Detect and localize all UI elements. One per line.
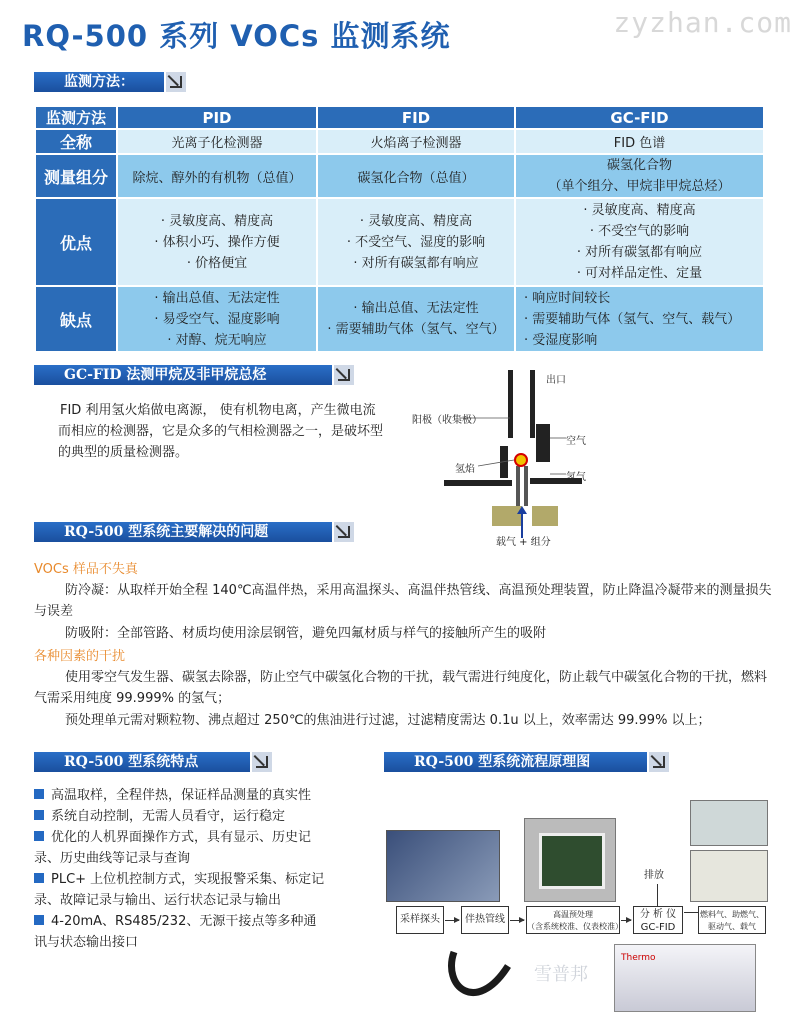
box-line: 分 析 仪 (639, 909, 677, 920)
gas-feed-line (684, 912, 698, 913)
image-watermark: 雪普邦 (534, 964, 588, 985)
section-title: GC-FID 法测甲烷及非甲烷总烃 (64, 367, 267, 383)
cell-line: · 不受空气、湿度的影响 (346, 234, 486, 250)
table-cell: 火焰离子检测器 (317, 129, 515, 154)
corner-arrow-icon (647, 752, 669, 772)
row-label: 测量组分 (35, 154, 117, 198)
collector-left-wall (508, 370, 513, 438)
label-flame: 氢焰 (455, 464, 475, 475)
corner-arrow-icon (332, 522, 354, 542)
bullet-square-icon (34, 789, 44, 799)
table-cell (317, 198, 515, 286)
cell-line: · 易受空气、湿度影响 (154, 311, 280, 327)
table-cell: 碳氢化合物（总值） (317, 154, 515, 198)
box-line: （含系统校准、仪表校准） (527, 922, 623, 931)
list-item (34, 869, 326, 911)
nozzle-left (516, 466, 520, 506)
row-label: 缺点 (35, 286, 117, 352)
flow-arrow (510, 920, 524, 921)
section-title: RQ-500 型系统主要解决的问题 (64, 524, 269, 540)
table-cell: FID 色谱 (515, 129, 764, 154)
cabinet-window (539, 833, 605, 889)
gcfid-description: FID 利用氢火焰做电离源， 使有机物电离，产生微电流而相应的检测器，它是众多的气相检测器之一，是破坏型的典型的质量检测器。 (58, 403, 384, 460)
nozzle-right (524, 466, 528, 506)
table-cell (515, 154, 764, 198)
feature-text: 高温取样，全程伴热，保证样品测量的真实性 (51, 788, 312, 803)
row-label: 优点 (35, 198, 117, 286)
label-outlet: 出口 (546, 375, 566, 386)
air-generator-photo (690, 850, 768, 902)
feature-list (34, 785, 326, 953)
flame-icon (515, 454, 527, 466)
watermark: zyzhan.com (613, 6, 792, 39)
cell-line: · 对醇、烷无响应 (167, 332, 267, 348)
corner-arrow-icon (164, 72, 186, 92)
row-label: 全称 (35, 129, 117, 154)
corner-arrow-icon (250, 752, 272, 772)
flow-box-gases: 燃料气、助燃气、驱动气、载气 (698, 906, 766, 934)
probe-photo (386, 830, 500, 902)
subheading-sample: VOCs 样品不失真 (34, 562, 138, 577)
table-header: GC-FID (515, 106, 764, 129)
table-row (35, 129, 764, 154)
brand-label: Thermo (621, 953, 656, 963)
heater-left (492, 506, 522, 526)
cell-line: · 响应时间较长 (524, 290, 611, 306)
cell-line: · 不受空气的影响 (589, 224, 690, 239)
collector-right-wall (530, 370, 535, 438)
cell-line: · 体积小巧、操作方便 (154, 234, 280, 250)
list-item (34, 911, 326, 953)
box-line: GC-FID (640, 922, 676, 933)
label-hydrogen: 氢气 (566, 472, 586, 483)
subheading-interference: 各种因素的干扰 (34, 649, 126, 664)
section-title: RQ-500 型系统流程原理图 (414, 754, 591, 770)
list-item (34, 785, 326, 806)
cell-line: · 输出总值、无法定性 (154, 290, 280, 306)
cell-line: （单个组分、甲烷非甲烷总烃） (548, 179, 731, 194)
section-header-flow (384, 752, 669, 772)
cell-line: · 输出总值、无法定性 (353, 301, 479, 316)
table-cell: 光离子化检测器 (117, 129, 317, 154)
section-header-gcfid (34, 365, 354, 385)
list-item (34, 806, 326, 827)
analyzer-photo (614, 944, 756, 1012)
table-header: FID (317, 106, 515, 129)
flame-leader (478, 460, 514, 466)
page-title: RQ-500 系列 VOCs 监测系统 (22, 19, 451, 53)
flow-arrow (621, 920, 631, 921)
cell-line: 碳氢化合物 (606, 158, 672, 173)
feature-text: PLC+ 上位机控制方式，实现报警采集、标定记录、故障记录与输出、运行状态记录与输出 (34, 872, 325, 908)
paragraph-anti-condensation: 防冷凝：从取样开始全程 140℃高温伴热，采用高温探头、高温伴热管线、高温预处理装置，防止降温冷凝带来的测量损失与误差 (34, 583, 772, 619)
flow-box-line: 伴热管线 (461, 906, 509, 934)
section-header-method (34, 72, 186, 92)
label-anode: 阳极（收集极） (412, 415, 482, 426)
table-cell (117, 286, 317, 352)
bullet-square-icon (34, 915, 44, 925)
section-header-features (34, 752, 272, 772)
table-cell: 除烷、醇外的有机物（总值） (117, 154, 317, 198)
feature-text: 优化的人机界面操作方式，具有显示、历史记录、历史曲线等记录与查询 (34, 830, 312, 866)
table-cell (515, 198, 764, 286)
comparison-table (34, 105, 765, 353)
table-cell (515, 286, 764, 352)
list-item (34, 827, 326, 869)
table-cell (117, 198, 317, 286)
table-header: PID (117, 106, 317, 129)
bullet-square-icon (34, 831, 44, 841)
feature-text: 系统自动控制，无需人员看守，运行稳定 (51, 809, 286, 824)
section-header-problems (34, 522, 354, 542)
label-carrier: 载气 + 组分 (496, 537, 551, 548)
hose-shape (452, 952, 508, 993)
cell-line: · 对所有碳氢都有响应 (353, 255, 479, 271)
bullet-square-icon (34, 810, 44, 820)
fid-detector-diagram (400, 362, 600, 548)
table-cell (317, 286, 515, 352)
body-right (536, 424, 550, 462)
cell-line: · 灵敏度高、精度高 (359, 213, 473, 229)
corner-arrow-icon (332, 365, 354, 385)
pretreatment-photo (524, 818, 616, 902)
base-left (444, 480, 512, 486)
bullet-square-icon (34, 873, 44, 883)
feature-text: 4-20mA、RS485/232、无源干接点等多种通讯与状态输出接口 (34, 914, 317, 950)
heated-line-photo (446, 946, 516, 1010)
cell-line: · 需要辅助气体（氢气、空气） (327, 322, 505, 337)
paragraph-interference: 使用零空气发生器、碳氢去除器，防止空气中碳氢化合物的干扰，载气需进行纯度化，防止载气中碳氢化合物的干扰，燃料气需采用纯度 99.999% 的氢气； (34, 670, 768, 706)
cell-line: · 受湿度影响 (524, 332, 598, 348)
section-title: RQ-500 型系统特点 (64, 754, 199, 770)
table-header: 监测方法 (35, 106, 117, 129)
flow-box-analyzer (633, 906, 683, 934)
box-line: 高温预处理 (553, 910, 593, 919)
cell-line: · 价格便宜 (186, 255, 248, 271)
cell-line: · 灵敏度高、精度高 (583, 203, 696, 218)
exhaust-line (657, 884, 658, 906)
table-row (35, 154, 764, 198)
label-air: 空气 (566, 436, 586, 447)
flow-box-pretreatment (526, 906, 623, 934)
section-title: 监测方法： (64, 74, 134, 90)
table-row (35, 198, 764, 286)
table-header-row (35, 106, 764, 129)
hydrogen-generator-photo (690, 800, 768, 846)
label-exhaust: 排放 (644, 870, 664, 881)
cell-line: · 对所有碳氢都有响应 (576, 245, 703, 260)
paragraph-anti-adsorption: 防吸附：全部管路、材质均使用涂层钢管，避免四氟材质与样气的接触所产生的吸附 (65, 626, 547, 641)
cell-line: · 灵敏度高、精度高 (160, 213, 274, 229)
flow-arrow (445, 920, 459, 921)
cell-line: · 可对样品定性、定量 (576, 266, 703, 281)
heater-right (532, 506, 558, 526)
table-row (35, 286, 764, 352)
flow-box-probe: 采样探头 (396, 906, 444, 934)
paragraph-pretreatment: 预处理单元需对颗粒物、沸点超过 250℃的焦油进行过滤，过滤精度需达 0.1u 以上，效率需达 99.99% 以上； (65, 713, 711, 728)
cell-line: · 需要辅助气体（氢气、空气、载气） (524, 311, 741, 327)
